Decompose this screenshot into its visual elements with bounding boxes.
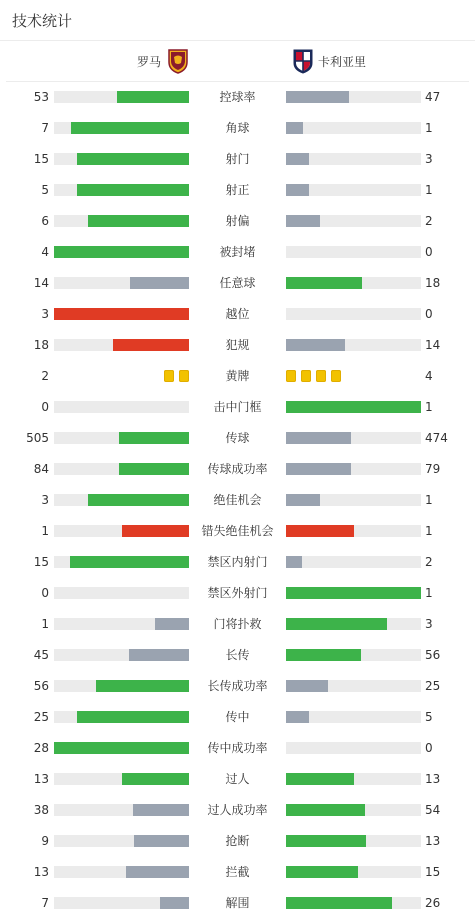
home-value: 25 — [33, 710, 49, 724]
home-bar-fill — [155, 618, 189, 630]
stat-label: 长传 — [225, 648, 250, 662]
home-value: 2 — [41, 369, 49, 383]
stat-label: 禁区内射门 — [207, 555, 268, 569]
home-bar-track — [54, 339, 189, 351]
away-value: 1 — [425, 493, 433, 507]
home-value: 14 — [33, 276, 49, 290]
stat-label: 角球 — [225, 121, 250, 135]
stat-label: 解围 — [225, 896, 250, 910]
away-value: 3 — [425, 152, 433, 166]
stat-row — [0, 795, 475, 826]
away-value: 0 — [425, 307, 433, 321]
page-title: 技术统计 — [12, 11, 73, 30]
stat-label: 绝佳机会 — [213, 493, 262, 507]
home-value: 7 — [41, 896, 49, 910]
home-bar-track — [54, 122, 189, 134]
home-bar-fill — [117, 91, 189, 103]
away-bar-track — [286, 835, 421, 847]
away-value: 1 — [425, 586, 433, 600]
away-bar-track — [286, 618, 421, 630]
home-bar-track — [54, 649, 189, 661]
stat-label: 任意球 — [219, 276, 256, 290]
home-team[interactable] — [137, 41, 189, 81]
away-bar-track — [286, 525, 421, 537]
home-bar-fill — [130, 277, 189, 289]
stats-list — [0, 82, 475, 919]
yellow-card-icon — [179, 370, 189, 382]
away-value: 1 — [425, 183, 433, 197]
away-value: 1 — [425, 524, 433, 538]
away-bar-fill — [286, 215, 320, 227]
home-value: 0 — [41, 400, 49, 414]
away-bar-fill — [286, 680, 328, 692]
home-team-name: 罗马 — [137, 54, 162, 69]
home-bar-fill — [119, 432, 189, 444]
home-bar-track — [54, 246, 189, 258]
home-bar-track — [54, 525, 189, 537]
home-bar-fill — [54, 308, 189, 320]
home-bar-fill — [88, 494, 189, 506]
home-bar-track — [54, 587, 189, 599]
stat-label: 过人成功率 — [207, 803, 268, 817]
away-team-name: 卡利亚里 — [318, 54, 367, 69]
away-bar-track — [286, 246, 421, 258]
stat-row — [0, 826, 475, 857]
home-value: 15 — [33, 152, 49, 166]
yellow-card-icon — [286, 370, 296, 382]
away-value: 14 — [425, 338, 441, 352]
stats-header — [0, 0, 475, 41]
away-bar-fill — [286, 153, 309, 165]
home-bar-track — [54, 277, 189, 289]
home-value: 1 — [41, 524, 49, 538]
away-bar-track — [286, 711, 421, 723]
home-bar-track — [54, 494, 189, 506]
stat-label: 射偏 — [225, 214, 250, 228]
home-bar-fill — [113, 339, 189, 351]
stat-row — [0, 578, 475, 609]
home-bar-track — [54, 463, 189, 475]
stat-label: 传中成功率 — [207, 741, 268, 755]
home-bar-fill — [54, 246, 189, 258]
away-bar-track — [286, 215, 421, 227]
home-value: 13 — [33, 772, 49, 786]
home-value: 3 — [41, 307, 49, 321]
stat-row — [0, 206, 475, 237]
away-bar-fill — [286, 866, 358, 878]
home-value: 3 — [41, 493, 49, 507]
stat-row — [0, 175, 475, 206]
away-bar-track — [286, 742, 421, 754]
stat-label: 错失绝佳机会 — [201, 524, 274, 538]
yellow-card-icon — [164, 370, 174, 382]
home-value: 53 — [33, 90, 49, 104]
stat-row — [0, 237, 475, 268]
away-bar-track — [286, 401, 421, 413]
away-bar-track — [286, 494, 421, 506]
away-bar-track — [286, 649, 421, 661]
away-bar-track — [286, 587, 421, 599]
yellow-card-icon — [316, 370, 326, 382]
stat-label: 控球率 — [219, 90, 256, 104]
home-bar-track — [54, 91, 189, 103]
away-bar-track — [286, 277, 421, 289]
home-bar-track — [54, 618, 189, 630]
away-value: 13 — [425, 834, 441, 848]
stat-row — [0, 609, 475, 640]
away-bar-track — [286, 773, 421, 785]
home-bar-fill — [70, 556, 189, 568]
yellow-card-icon — [331, 370, 341, 382]
stat-row — [0, 454, 475, 485]
away-bar-track — [286, 897, 421, 909]
away-value: 5 — [425, 710, 433, 724]
away-value: 2 — [425, 214, 433, 228]
stat-label: 射正 — [225, 183, 250, 197]
away-value: 56 — [425, 648, 441, 662]
away-value: 1 — [425, 400, 433, 414]
home-bar-fill — [133, 804, 189, 816]
away-bar-fill — [286, 401, 421, 413]
home-bar-track — [54, 773, 189, 785]
home-value: 45 — [33, 648, 49, 662]
home-bar-fill — [71, 122, 189, 134]
stat-label: 拦截 — [225, 865, 250, 879]
home-bar-fill — [126, 866, 189, 878]
home-value: 56 — [33, 679, 49, 693]
away-bar-fill — [286, 432, 351, 444]
away-value: 0 — [425, 741, 433, 755]
away-value: 79 — [425, 462, 441, 476]
away-bar-fill — [286, 91, 349, 103]
home-bar-track — [54, 153, 189, 165]
stat-label: 传中 — [225, 710, 250, 724]
away-bar-track — [286, 804, 421, 816]
stat-label: 黄牌 — [225, 369, 250, 383]
stat-label: 击中门框 — [213, 400, 262, 414]
home-bar-track — [54, 804, 189, 816]
home-value: 13 — [33, 865, 49, 879]
stat-row — [0, 702, 475, 733]
home-bar-fill — [77, 184, 189, 196]
away-bar-track — [286, 91, 421, 103]
away-bar-track — [286, 153, 421, 165]
away-bar-track — [286, 122, 421, 134]
away-value: 13 — [425, 772, 441, 786]
roma-crest-icon — [167, 48, 189, 74]
stat-label: 禁区外射门 — [207, 586, 268, 600]
home-value: 1 — [41, 617, 49, 631]
home-bar-track — [54, 742, 189, 754]
away-bar-fill — [286, 897, 392, 909]
stat-row — [0, 733, 475, 764]
stat-row — [0, 361, 475, 392]
home-bar-track — [54, 401, 189, 413]
home-bar-fill — [119, 463, 189, 475]
home-bar-track — [54, 184, 189, 196]
home-value: 0 — [41, 586, 49, 600]
home-value: 6 — [41, 214, 49, 228]
teams-row — [6, 41, 469, 82]
stat-row — [0, 485, 475, 516]
away-bar-track — [286, 463, 421, 475]
stat-row — [0, 82, 475, 113]
away-value: 0 — [425, 245, 433, 259]
away-team[interactable] — [292, 41, 366, 81]
home-yellow-cards — [159, 370, 189, 383]
away-yellow-cards — [286, 370, 346, 383]
away-value: 25 — [425, 679, 441, 693]
stat-row — [0, 299, 475, 330]
yellow-card-icon — [301, 370, 311, 382]
stat-row — [0, 392, 475, 423]
stat-label: 越位 — [225, 307, 250, 321]
away-bar-fill — [286, 122, 303, 134]
home-bar-fill — [160, 897, 189, 909]
home-bar-track — [54, 711, 189, 723]
home-bar-track — [54, 308, 189, 320]
stat-row — [0, 113, 475, 144]
away-value: 26 — [425, 896, 441, 910]
stat-row — [0, 888, 475, 919]
away-bar-fill — [286, 277, 362, 289]
home-value: 4 — [41, 245, 49, 259]
away-value: 18 — [425, 276, 441, 290]
away-value: 474 — [425, 431, 448, 445]
away-bar-track — [286, 556, 421, 568]
stat-row — [0, 671, 475, 702]
home-value: 7 — [41, 121, 49, 135]
home-bar-track — [54, 835, 189, 847]
away-bar-fill — [286, 339, 345, 351]
home-bar-track — [54, 680, 189, 692]
away-bar-fill — [286, 773, 354, 785]
home-bar-fill — [54, 742, 189, 754]
away-bar-fill — [286, 525, 354, 537]
stat-label: 犯规 — [225, 338, 250, 352]
home-value: 5 — [41, 183, 49, 197]
away-bar-track — [286, 339, 421, 351]
away-bar-track — [286, 866, 421, 878]
away-bar-fill — [286, 494, 320, 506]
away-value: 15 — [425, 865, 441, 879]
away-value: 3 — [425, 617, 433, 631]
away-bar-fill — [286, 835, 366, 847]
stat-label: 传球成功率 — [207, 462, 268, 476]
stat-row — [0, 144, 475, 175]
away-value: 1 — [425, 121, 433, 135]
away-value: 2 — [425, 555, 433, 569]
away-bar-fill — [286, 587, 421, 599]
home-bar-fill — [122, 773, 190, 785]
home-bar-track — [54, 897, 189, 909]
away-value: 47 — [425, 90, 441, 104]
cagliari-crest-icon — [292, 48, 314, 74]
away-bar-fill — [286, 649, 361, 661]
away-bar-track — [286, 680, 421, 692]
away-bar-track — [286, 184, 421, 196]
stat-label: 长传成功率 — [207, 679, 268, 693]
away-bar-fill — [286, 463, 351, 475]
home-value: 84 — [33, 462, 49, 476]
stat-row — [0, 857, 475, 888]
stat-label: 过人 — [225, 772, 250, 786]
away-value: 54 — [425, 803, 441, 817]
home-value: 9 — [41, 834, 49, 848]
home-bar-fill — [77, 711, 189, 723]
stat-label: 被封堵 — [219, 245, 256, 259]
stat-row — [0, 764, 475, 795]
home-value: 38 — [33, 803, 49, 817]
home-bar-fill — [88, 215, 189, 227]
home-value: 18 — [33, 338, 49, 352]
home-bar-fill — [77, 153, 189, 165]
away-bar-fill — [286, 184, 309, 196]
home-bar-fill — [96, 680, 189, 692]
home-bar-track — [54, 215, 189, 227]
stat-row — [0, 547, 475, 578]
stat-row — [0, 268, 475, 299]
stat-label: 传球 — [225, 431, 250, 445]
away-value: 4 — [425, 369, 433, 383]
home-value: 15 — [33, 555, 49, 569]
home-value: 505 — [26, 431, 49, 445]
home-bar-fill — [129, 649, 189, 661]
home-bar-track — [54, 866, 189, 878]
home-value: 28 — [33, 741, 49, 755]
away-bar-fill — [286, 556, 302, 568]
away-bar-track — [286, 308, 421, 320]
stat-label: 抢断 — [225, 834, 250, 848]
home-bar-fill — [134, 835, 189, 847]
stat-row — [0, 640, 475, 671]
away-bar-fill — [286, 618, 387, 630]
away-bar-fill — [286, 804, 365, 816]
away-bar-track — [286, 432, 421, 444]
home-bar-fill — [122, 525, 190, 537]
stat-label: 射门 — [225, 152, 250, 166]
stat-row — [0, 423, 475, 454]
stat-label: 门将扑救 — [213, 617, 262, 631]
stat-row — [0, 516, 475, 547]
away-bar-fill — [286, 711, 309, 723]
home-bar-track — [54, 556, 189, 568]
stat-row — [0, 330, 475, 361]
home-bar-track — [54, 432, 189, 444]
